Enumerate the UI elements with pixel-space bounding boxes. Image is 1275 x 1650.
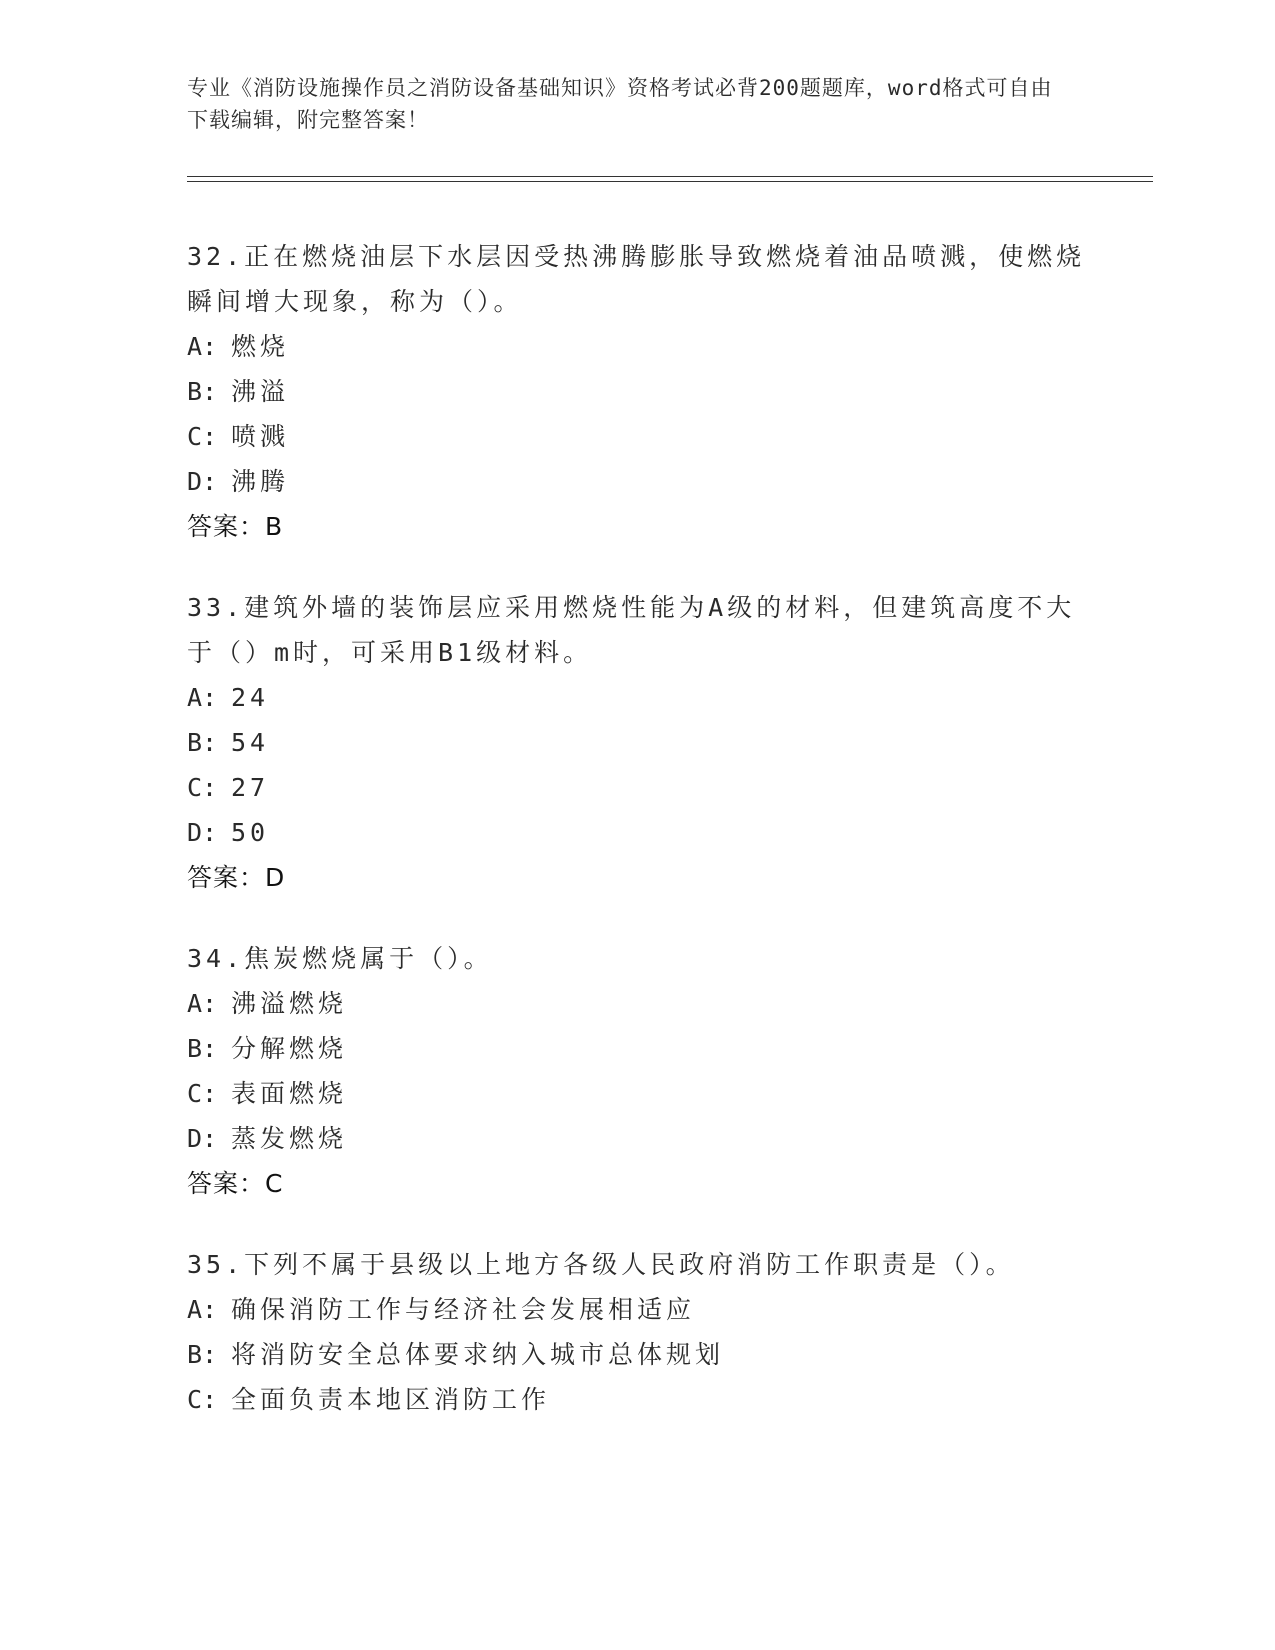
question-33: [187, 585, 1087, 901]
option-b: [187, 720, 1087, 765]
option-d: [187, 810, 1087, 855]
option-key: A:: [187, 683, 218, 712]
option-d: [187, 459, 1087, 504]
option-key: B:: [187, 728, 218, 757]
option-text: 表面燃烧: [231, 1079, 348, 1108]
option-text: 54: [231, 728, 270, 757]
option-a: [187, 324, 1087, 369]
option-text: 蒸发燃烧: [231, 1124, 348, 1153]
option-text: 50: [231, 818, 270, 847]
header-divider-bottom: [187, 181, 1153, 182]
option-text: 沸溢: [231, 377, 290, 406]
question-list: [187, 234, 1087, 1457]
option-d: [187, 1116, 1087, 1161]
option-key: B:: [187, 1340, 218, 1369]
option-key: C:: [187, 1385, 218, 1414]
option-key: C:: [187, 773, 218, 802]
option-key: B:: [187, 1034, 218, 1063]
option-key: C:: [187, 422, 218, 451]
option-a: [187, 675, 1087, 720]
question-stem: 35.下列不属于县级以上地方各级人民政府消防工作职责是（）。: [187, 1250, 1015, 1279]
option-c: [187, 1071, 1087, 1116]
option-text: 沸溢燃烧: [231, 989, 348, 1018]
option-c: [187, 414, 1087, 459]
option-b: [187, 1332, 1087, 1377]
option-text: 燃烧: [231, 332, 290, 361]
option-key: D:: [187, 818, 218, 847]
question-stem: 34.焦炭燃烧属于（）。: [187, 944, 493, 973]
header-divider-top: [187, 176, 1153, 177]
option-text: 全面负责本地区消防工作: [231, 1385, 551, 1414]
option-key: A:: [187, 989, 218, 1018]
document-header: 专业《消防设施操作员之消防设备基础知识》资格考试必背200题题库，word格式可自由下载编辑，附完整答案！: [187, 76, 1053, 132]
question-32: [187, 234, 1087, 550]
answer-line: 答案：C: [187, 1169, 284, 1198]
option-c: [187, 1377, 1087, 1422]
option-key: D:: [187, 467, 218, 496]
option-key: C:: [187, 1079, 218, 1108]
question-35: [187, 1242, 1087, 1422]
option-text: 24: [231, 683, 270, 712]
option-text: 确保消防工作与经济社会发展相适应: [231, 1295, 696, 1324]
option-text: 沸腾: [231, 467, 290, 496]
option-a: [187, 981, 1087, 1026]
option-c: [187, 765, 1087, 810]
option-key: A:: [187, 332, 218, 361]
option-text: 喷溅: [231, 422, 290, 451]
option-key: A:: [187, 1295, 218, 1324]
option-text: 27: [231, 773, 270, 802]
option-key: B:: [187, 377, 218, 406]
option-a: [187, 1287, 1087, 1332]
question-stem: 32.正在燃烧油层下水层因受热沸腾膨胀导致燃烧着油品喷溅，使燃烧瞬间增大现象，称为（）。: [187, 242, 1086, 316]
option-b: [187, 1026, 1087, 1071]
question-stem: 33.建筑外墙的装饰层应采用燃烧性能为A级的材料，但建筑高度不大于（）m时，可采用B1级材料。: [187, 593, 1076, 667]
answer-line: 答案：B: [187, 512, 284, 541]
option-b: [187, 369, 1087, 414]
option-text: 将消防安全总体要求纳入城市总体规划: [231, 1340, 725, 1369]
answer-line: 答案：D: [187, 863, 286, 892]
question-34: [187, 936, 1087, 1207]
option-key: D:: [187, 1124, 218, 1153]
option-text: 分解燃烧: [231, 1034, 348, 1063]
